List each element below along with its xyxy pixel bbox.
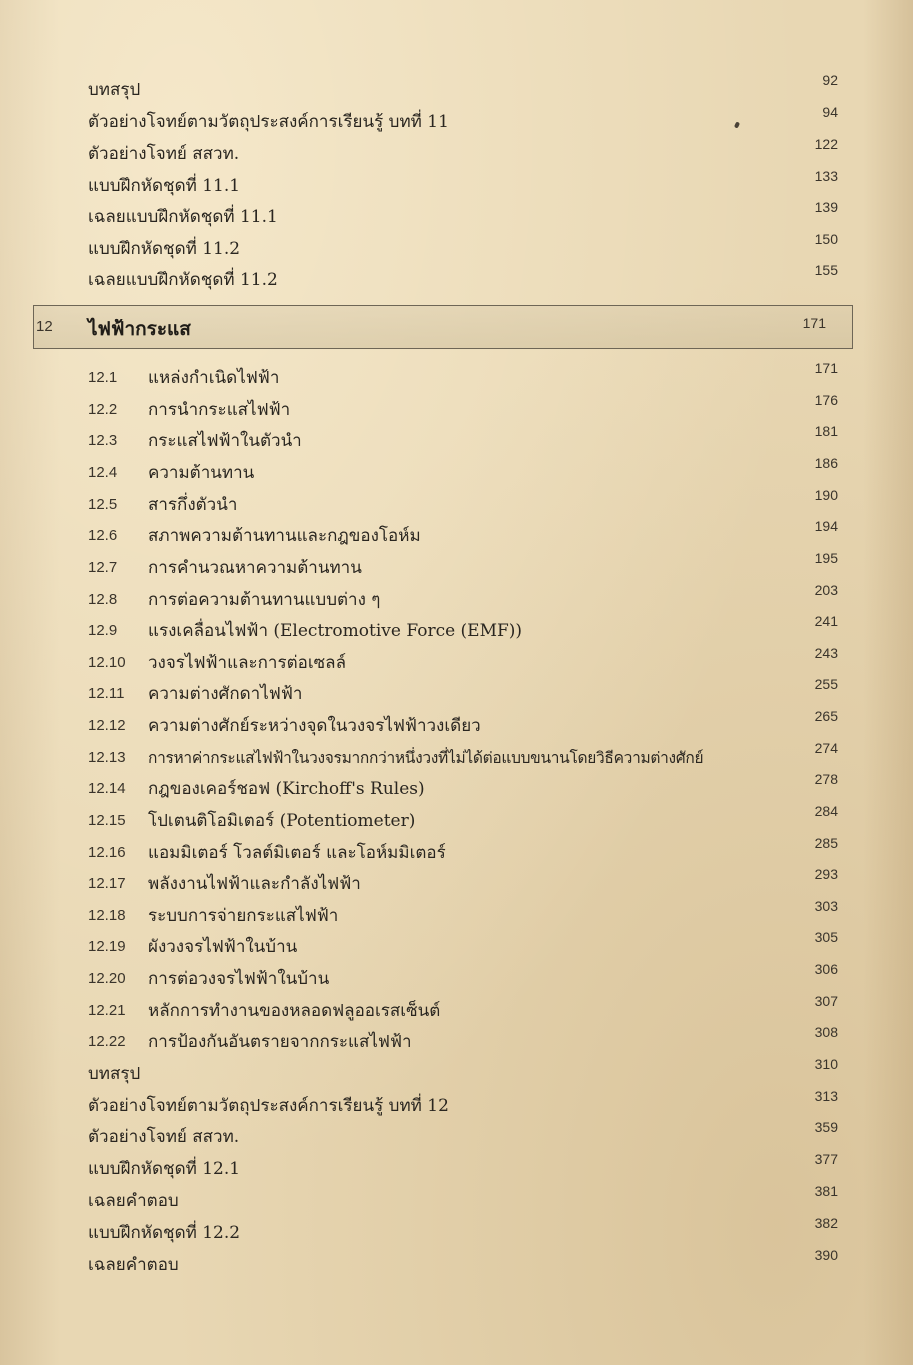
- section-number: 12.10: [88, 654, 126, 671]
- section-page: 284: [814, 803, 838, 819]
- section-entry[interactable]: [0, 866, 913, 898]
- toc-entry-page: 381: [814, 1183, 838, 1199]
- section-page: 278: [814, 771, 838, 787]
- section-number: 12.21: [88, 1002, 126, 1019]
- toc-entry[interactable]: [0, 199, 913, 231]
- toc-entry[interactable]: [0, 1056, 913, 1088]
- toc-entry-title: ตัวอย่างโจทย์ตามวัตถุประสงค์การเรียนรู้ บทที่ 12: [88, 1096, 449, 1116]
- section-page: 194: [814, 518, 838, 534]
- toc-entry[interactable]: [0, 1247, 913, 1279]
- section-page: 293: [814, 866, 838, 882]
- section-number: 12.13: [88, 749, 126, 766]
- section-number: 12.19: [88, 938, 126, 955]
- section-entry[interactable]: [0, 487, 913, 519]
- toc-entry-page: 310: [814, 1056, 838, 1072]
- section-number: 12.6: [88, 527, 118, 544]
- section-number: 12.22: [88, 1033, 126, 1050]
- section-title: ความต่างศักดาไฟฟ้า: [148, 684, 303, 704]
- section-number: 12.18: [88, 907, 126, 924]
- section-number: 12.14: [88, 780, 126, 797]
- section-page: 307: [814, 993, 838, 1009]
- section-page: 241: [814, 613, 838, 629]
- section-title: การต่อความต้านทานแบบต่าง ๆ: [148, 590, 381, 610]
- toc-entry-page: 390: [814, 1247, 838, 1263]
- toc-entry-title: ตัวอย่างโจทย์ สสวท.: [88, 1127, 240, 1147]
- section-entry[interactable]: [0, 676, 913, 708]
- section-entry[interactable]: [0, 455, 913, 487]
- chapter-page: 171: [802, 315, 826, 331]
- toc-entry[interactable]: [0, 1183, 913, 1215]
- section-title: กฎของเคอร์ชอฟ (Kirchoff's Rules): [148, 779, 425, 799]
- section-page: 274: [814, 740, 838, 756]
- toc-entry-page: 359: [814, 1119, 838, 1135]
- toc-entry-page: 155: [814, 262, 838, 278]
- section-number: 12.8: [88, 591, 118, 608]
- section-title: การต่อวงจรไฟฟ้าในบ้าน: [148, 969, 330, 989]
- section-number: 12.3: [88, 432, 118, 449]
- chapter-number: 12: [36, 318, 53, 335]
- section-title: ระบบการจ่ายกระแสไฟฟ้า: [148, 906, 339, 926]
- toc-entry-title: แบบฝึกหัดชุดที่ 12.2: [88, 1223, 241, 1243]
- toc-entry-page: 313: [814, 1088, 838, 1104]
- toc-entry[interactable]: [0, 1151, 913, 1183]
- section-title: สภาพความต้านทานและกฎของโอห์ม: [148, 526, 421, 546]
- toc-entry-title: แบบฝึกหัดชุดที่ 12.1: [88, 1159, 241, 1179]
- section-entry[interactable]: [0, 518, 913, 550]
- section-page: 181: [814, 423, 838, 439]
- chapter-title: ไฟฟ้ากระแส: [88, 318, 191, 340]
- section-entry[interactable]: [0, 740, 913, 772]
- section-entry[interactable]: [0, 1024, 913, 1056]
- section-entry[interactable]: [0, 929, 913, 961]
- section-entry[interactable]: [0, 708, 913, 740]
- toc-entry-title: เฉลยคำตอบ: [88, 1191, 179, 1211]
- toc-entry-title: บทสรุป: [88, 1064, 141, 1084]
- section-entry[interactable]: [0, 835, 913, 867]
- section-number: 12.11: [88, 685, 125, 702]
- section-entry[interactable]: [0, 613, 913, 645]
- section-page: 305: [814, 929, 838, 945]
- section-title: การคำนวณหาความต้านทาน: [148, 558, 362, 578]
- section-title: การนำกระแสไฟฟ้า: [148, 400, 291, 420]
- section-title: พลังงานไฟฟ้าและกำลังไฟฟ้า: [148, 874, 361, 894]
- section-entry[interactable]: [0, 898, 913, 930]
- section-title: ความต้านทาน: [148, 463, 255, 483]
- section-number: 12.17: [88, 875, 126, 892]
- section-number: 12.7: [88, 559, 118, 576]
- toc-entry[interactable]: [0, 136, 913, 168]
- toc-entry-title: แบบฝึกหัดชุดที่ 11.2: [88, 239, 241, 259]
- toc-entry-page: 92: [822, 72, 838, 88]
- toc-entry-title: ตัวอย่างโจทย์ สสวท.: [88, 144, 240, 164]
- section-title: แหล่งกำเนิดไฟฟ้า: [148, 368, 280, 388]
- chapter-heading[interactable]: [33, 305, 853, 349]
- section-number: 12.15: [88, 812, 126, 829]
- section-entry[interactable]: [0, 360, 913, 392]
- toc-entry-page: 377: [814, 1151, 838, 1167]
- section-entry[interactable]: [0, 550, 913, 582]
- section-title: กระแสไฟฟ้าในตัวนำ: [148, 431, 302, 451]
- toc-entry-page: 133: [814, 168, 838, 184]
- section-page: 306: [814, 961, 838, 977]
- section-title: ความต่างศักย์ระหว่างจุดในวงจรไฟฟ้าวงเดียว: [148, 716, 481, 736]
- section-entry[interactable]: [0, 803, 913, 835]
- section-page: 243: [814, 645, 838, 661]
- toc-entry[interactable]: [0, 1215, 913, 1247]
- section-title: การหาค่ากระแสไฟฟ้าในวงจรมากกว่าหนึ่งวงที่ไม่ได้ต่อแบบขนานโดยวิธีความต่างศักย์: [148, 749, 704, 767]
- section-title: การป้องกันอันตรายจากกระแสไฟฟ้า: [148, 1032, 412, 1052]
- section-page: 176: [814, 392, 838, 408]
- toc-entry-page: 150: [814, 231, 838, 247]
- toc-entry-page: 94: [822, 104, 838, 120]
- section-page: 285: [814, 835, 838, 851]
- section-title: โปเตนติโอมิเตอร์ (Potentiometer): [148, 811, 416, 831]
- toc-entry-title: เฉลยแบบฝึกหัดชุดที่ 11.2: [88, 270, 278, 290]
- section-number: 12.16: [88, 844, 126, 861]
- section-title: แรงเคลื่อนไฟฟ้า (Electromotive Force (EMF)): [148, 621, 523, 641]
- section-page: 255: [814, 676, 838, 692]
- toc-entry[interactable]: [0, 72, 913, 104]
- section-entry[interactable]: [0, 993, 913, 1025]
- section-entry[interactable]: [0, 771, 913, 803]
- section-number: 12.20: [88, 970, 126, 987]
- section-entry[interactable]: [0, 582, 913, 614]
- toc-entry[interactable]: [0, 231, 913, 263]
- section-title: แอมมิเตอร์ โวลต์มิเตอร์ และโอห์มมิเตอร์: [148, 843, 446, 863]
- toc-entry-page: 139: [814, 199, 838, 215]
- toc-entry-page: 122: [814, 136, 838, 152]
- section-page: 203: [814, 582, 838, 598]
- section-entry[interactable]: [0, 961, 913, 993]
- section-title: สารกึ่งตัวนำ: [148, 495, 238, 515]
- toc-entry[interactable]: [0, 262, 913, 294]
- section-page: 303: [814, 898, 838, 914]
- toc-entry-title: บทสรุป: [88, 80, 141, 100]
- section-title: หลักการทำงานของหลอดฟลูออเรสเซ็นต์: [148, 1001, 441, 1021]
- section-title: วงจรไฟฟ้าและการต่อเซลล์: [148, 653, 347, 673]
- section-page: 265: [814, 708, 838, 724]
- section-page: 195: [814, 550, 838, 566]
- section-entry[interactable]: [0, 645, 913, 677]
- toc-entry[interactable]: [0, 168, 913, 200]
- toc-entry[interactable]: [0, 1088, 913, 1120]
- toc-entry-title: ตัวอย่างโจทย์ตามวัตถุประสงค์การเรียนรู้ บทที่ 11: [88, 112, 449, 132]
- section-title: ผังวงจรไฟฟ้าในบ้าน: [148, 937, 298, 957]
- toc-entry[interactable]: [0, 1119, 913, 1151]
- section-number: 12.2: [88, 401, 118, 418]
- section-page: 171: [814, 360, 838, 376]
- toc-entry-title: เฉลยคำตอบ: [88, 1255, 179, 1275]
- section-entry[interactable]: [0, 392, 913, 424]
- toc-entry-title: เฉลยแบบฝึกหัดชุดที่ 11.1: [88, 207, 278, 227]
- section-number: 12.4: [88, 464, 118, 481]
- toc-entry-title: แบบฝึกหัดชุดที่ 11.1: [88, 176, 241, 196]
- section-number: 12.5: [88, 496, 118, 513]
- section-page: 190: [814, 487, 838, 503]
- toc-entry-page: 382: [814, 1215, 838, 1231]
- toc-entry[interactable]: [0, 104, 913, 136]
- section-entry[interactable]: [0, 423, 913, 455]
- section-number: 12.9: [88, 622, 118, 639]
- section-page: 308: [814, 1024, 838, 1040]
- section-page: 186: [814, 455, 838, 471]
- section-number: 12.12: [88, 717, 126, 734]
- section-number: 12.1: [88, 369, 118, 386]
